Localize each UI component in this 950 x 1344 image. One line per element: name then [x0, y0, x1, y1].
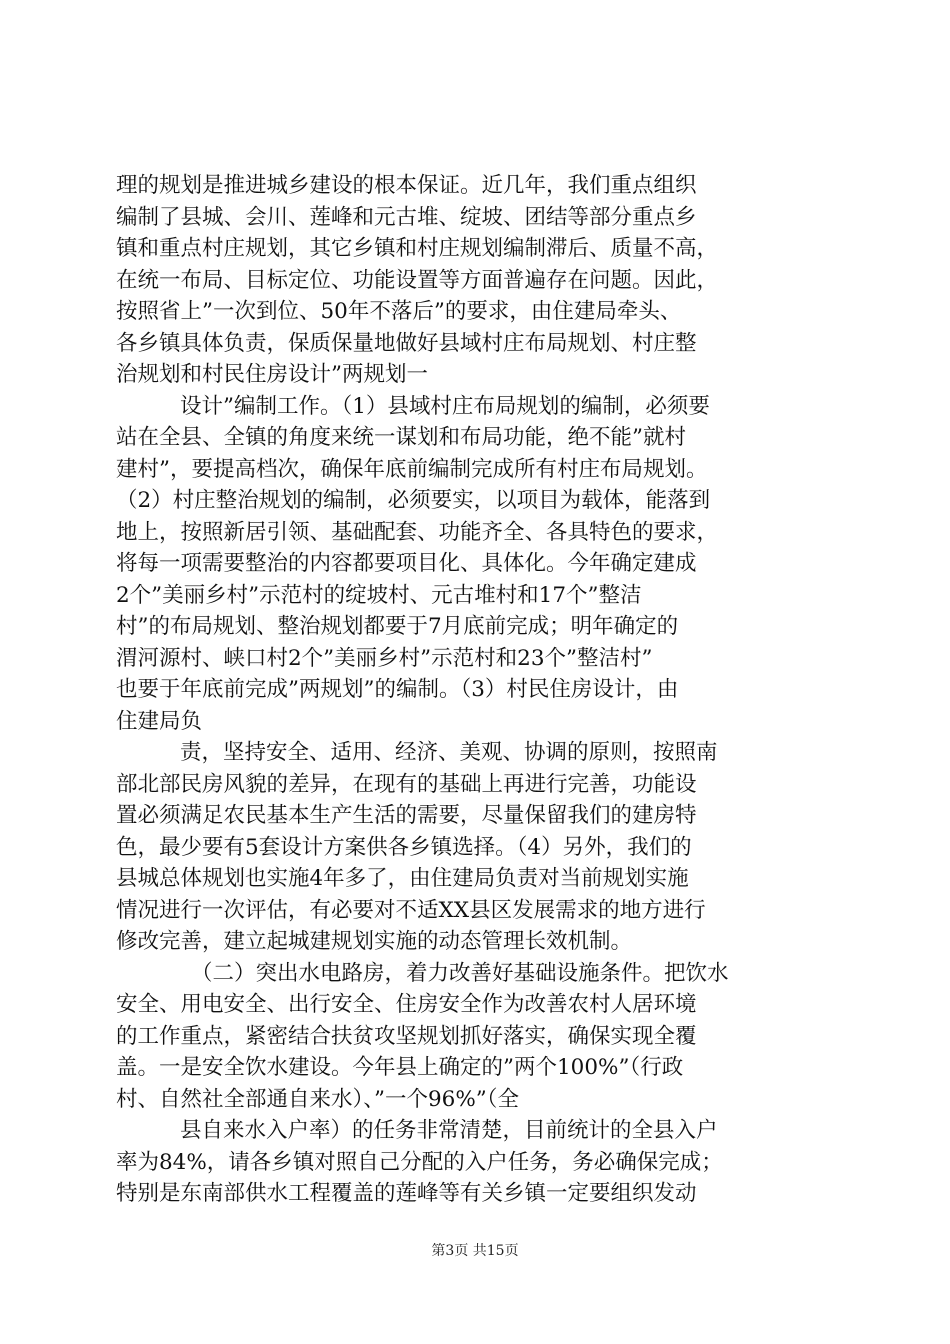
text-line: 理的规划是推进城乡建设的根本保证。近几年，我们重点组织	[116, 173, 697, 198]
text-line: 特别是东南部供水工程覆盖的莲峰等有关乡镇一定要组织发动	[116, 1181, 697, 1206]
text-line: 县自来水入户率）的任务非常清楚，目前统计的全县入户	[180, 1118, 718, 1143]
text-line: 按照省上”一次到位、50年不落后”的要求，由住建局牵头、	[116, 299, 682, 324]
document-body	[116, 170, 836, 1210]
page-number-footer: 第3页 共15页	[431, 1243, 519, 1259]
text-line: 将每一项需要整治的内容都要项目化、具体化。今年确定建成	[116, 551, 697, 576]
text-line: 率为84%，请各乡镇对照自己分配的入户任务，务必确保完成；	[116, 1149, 723, 1175]
text-line: 村、自然社全部通自来水）、”一个96%”（全	[116, 1086, 520, 1112]
text-line: 治规划和村民住房设计”两规划一	[116, 362, 428, 387]
text-line: 各乡镇具体负责，保质保量地做好县域村庄布局规划、村庄整	[116, 330, 697, 356]
text-line: 色，最少要有5套设计方案供各乡镇选择。（4）另外，我们的	[116, 834, 692, 860]
text-line: 部北部民房风貌的差异，在现有的基础上再进行完善，功能设	[116, 771, 697, 797]
text-line: 情况进行一次评估，有必要对不适XX县区发展需求的地方进行	[116, 897, 706, 923]
text-line: 置必须满足农民基本生产生活的需要，尽量保留我们的建房特	[116, 803, 697, 828]
text-line: 县城总体规划也实施4年多了，由住建局负责对当前规划实施	[116, 866, 689, 891]
text-line: 村”的布局规划、整治规划都要于7月底前完成；明年确定的	[116, 614, 679, 639]
text-line: （二）突出水电路房，着力改善好基础设施条件。把饮水	[191, 960, 729, 986]
text-line: 住建局负	[116, 708, 203, 734]
text-line: 2个”美丽乡村”示范村的绽坡村、元古堆村和17个”整洁	[116, 582, 642, 608]
text-line: 安全、用电安全、出行安全、住房安全作为改善农村人居环境	[116, 992, 697, 1017]
text-line: 的工作重点，紧密结合扶贫攻坚规划抓好落实，确保实现全覆	[116, 1023, 697, 1049]
text-line: （2）村庄整治规划的编制，必须要实，以项目为载体，能落到	[116, 488, 711, 513]
text-line: 也要于年底前完成”两规划”的编制。（3）村民住房设计，由	[116, 677, 679, 702]
text-line: 修改完善，建立起城建规划实施的动态管理长效机制。	[116, 929, 633, 954]
text-line: 站在全县、全镇的角度来统一谋划和布局功能，绝不能”就村	[116, 425, 686, 450]
text-line: 镇和重点村庄规划，其它乡镇和村庄规划编制滞后、质量不高，	[116, 236, 719, 261]
text-line: 地上，按照新居引领、基础配套、功能齐全、各具特色的要求，	[116, 519, 719, 545]
text-line: 设计”编制工作。（1）县域村庄布局规划的编制，必须要	[180, 393, 710, 419]
text-line: 建村”，要提高档次，确保年底前编制完成所有村庄布局规划。	[116, 456, 708, 482]
text-line: 盖。一是安全饮水建设。今年县上确定的”两个100%”（行政	[116, 1055, 684, 1080]
text-line: 编制了县城、会川、莲峰和元古堆、绽坡、团结等部分重点乡	[116, 204, 697, 230]
text-line: 责，坚持安全、适用、经济、美观、协调的原则，按照南	[180, 740, 718, 765]
text-line: 渭河源村、峡口村2个”美丽乡村”示范村和23个”整洁村”	[116, 645, 653, 671]
text-line: 在统一布局、目标定位、功能设置等方面普遍存在问题。因此，	[116, 267, 719, 293]
